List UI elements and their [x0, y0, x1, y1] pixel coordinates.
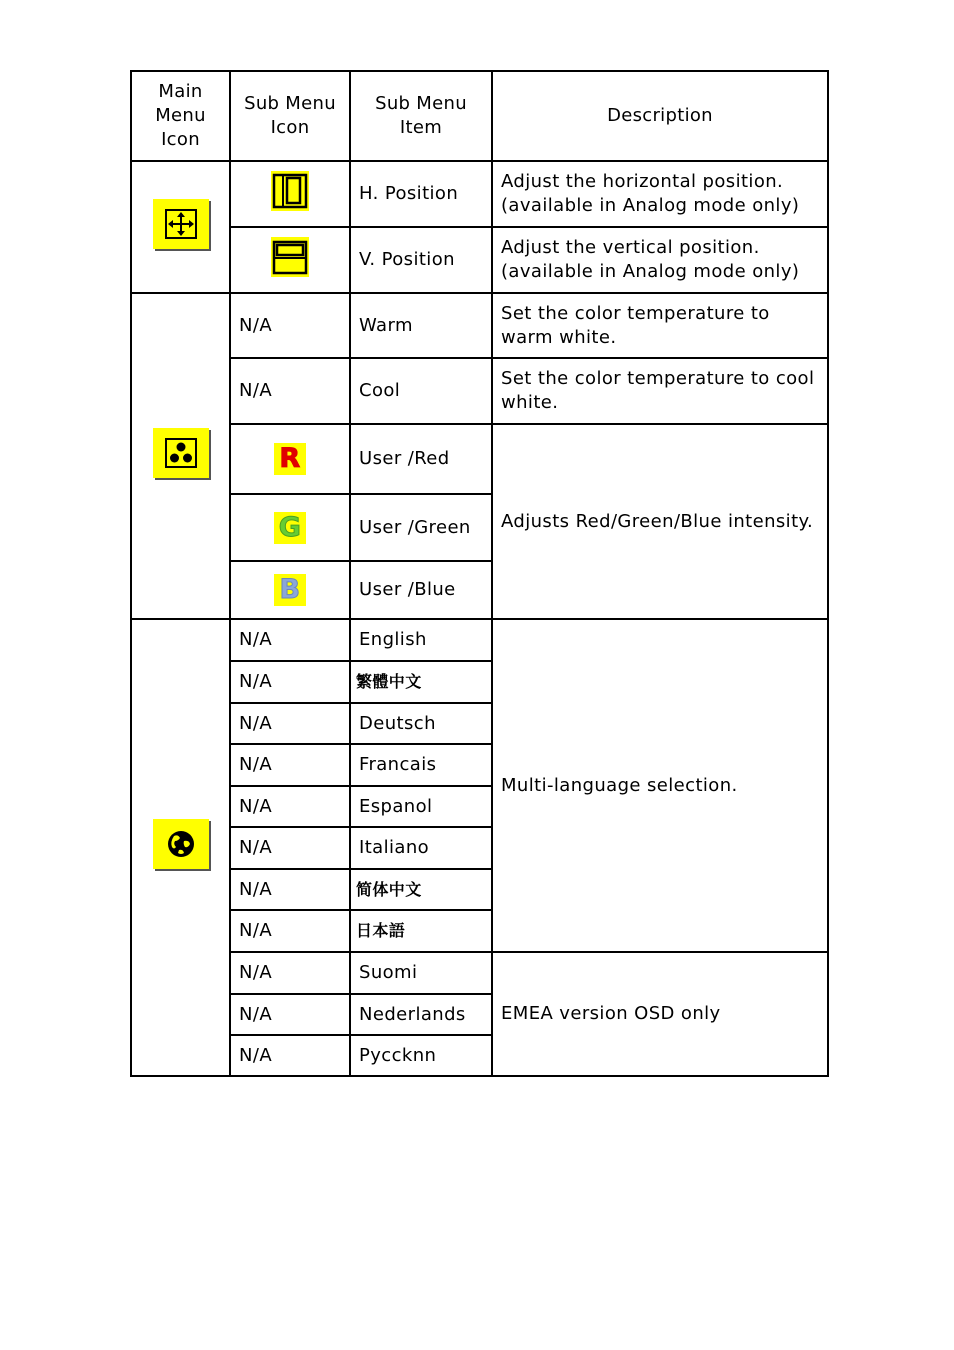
table-row — [131, 227, 828, 293]
sub-menu-item: User /Blue — [350, 561, 492, 619]
description: Set the color temperature to cool white. — [492, 358, 828, 424]
red-r-icon: R — [274, 443, 306, 475]
sub-menu-item: English — [350, 619, 492, 661]
sub-menu-icon-text: N/A — [230, 661, 350, 703]
sub-menu-item: Pyccknn — [350, 1035, 492, 1076]
sub-menu-item: Francais — [350, 744, 492, 786]
sub-menu-icon-text: N/A — [230, 786, 350, 827]
sub-menu-item — [350, 869, 492, 910]
position-main-cell — [131, 161, 230, 293]
sub-menu-icon-text: N/A — [230, 952, 350, 994]
sub-menu-item: User /Green — [350, 494, 492, 561]
language-label: 简体中文 — [356, 879, 422, 899]
description: Adjust the horizontal position. (available in Analog mode only) — [492, 161, 828, 227]
osd-menu-table — [130, 70, 829, 1077]
sub-menu-item: Nederlands — [350, 994, 492, 1035]
header-row — [131, 71, 828, 161]
sub-menu-icon-text: N/A — [230, 869, 350, 910]
sub-menu-item: Suomi — [350, 952, 492, 994]
sub-menu-item: Deutsch — [350, 703, 492, 744]
sub-menu-item: Italiano — [350, 827, 492, 869]
sub-menu-item: Espanol — [350, 786, 492, 827]
table-row — [131, 619, 828, 661]
sub-menu-item: H. Position — [350, 161, 492, 227]
description: Set the color temperature to warm white. — [492, 293, 828, 358]
sub-menu-icon-text: N/A — [230, 910, 350, 952]
green-icon-cell — [230, 494, 350, 561]
header-sub-menu-item: Sub Menu Item — [350, 71, 492, 161]
sub-menu-item — [350, 910, 492, 952]
sub-menu-item: Cool — [350, 358, 492, 424]
emea-description: EMEA version OSD only — [492, 952, 828, 1076]
language-label: 繁體中文 — [356, 672, 422, 691]
language-label: 日本語 — [356, 921, 406, 940]
description: Adjust the vertical position. (available in Analog mode only) — [492, 227, 828, 293]
sub-menu-item: Warm — [350, 293, 492, 358]
sub-menu-icon-text: N/A — [230, 827, 350, 869]
table-row — [131, 293, 828, 358]
blue-b-icon: B — [274, 574, 306, 606]
red-icon-cell — [230, 424, 350, 494]
language-main-cell — [131, 619, 230, 1076]
h-position-icon-cell — [230, 161, 350, 227]
sub-menu-item: User /Red — [350, 424, 492, 494]
h-position-icon — [270, 170, 310, 219]
sub-menu-icon-text: N/A — [230, 358, 350, 424]
table-row — [131, 161, 828, 227]
header-sub-menu-icon: Sub Menu Icon — [230, 71, 350, 161]
v-position-icon-cell — [230, 227, 350, 293]
color-main-cell — [131, 293, 230, 619]
table-row — [131, 952, 828, 994]
green-g-icon: G — [274, 512, 306, 544]
header-description: Description — [492, 71, 828, 161]
position-icon — [153, 199, 209, 249]
blue-icon-cell — [230, 561, 350, 619]
sub-menu-icon-text: N/A — [230, 619, 350, 661]
sub-menu-icon-text: N/A — [230, 293, 350, 358]
sub-menu-item: V. Position — [350, 227, 492, 293]
globe-icon — [153, 819, 209, 869]
multi-language-description: Multi-language selection. — [492, 619, 828, 952]
sub-menu-icon-text: N/A — [230, 1035, 350, 1076]
rgb-description: Adjusts Red/Green/Blue intensity. — [492, 424, 828, 619]
table-row — [131, 424, 828, 494]
color-temperature-icon — [153, 428, 209, 478]
table-row — [131, 358, 828, 424]
header-main-menu-icon: Main Menu Icon — [131, 71, 230, 161]
v-position-icon — [270, 236, 310, 285]
sub-menu-item — [350, 661, 492, 703]
sub-menu-icon-text: N/A — [230, 994, 350, 1035]
sub-menu-icon-text: N/A — [230, 744, 350, 786]
sub-menu-icon-text: N/A — [230, 703, 350, 744]
